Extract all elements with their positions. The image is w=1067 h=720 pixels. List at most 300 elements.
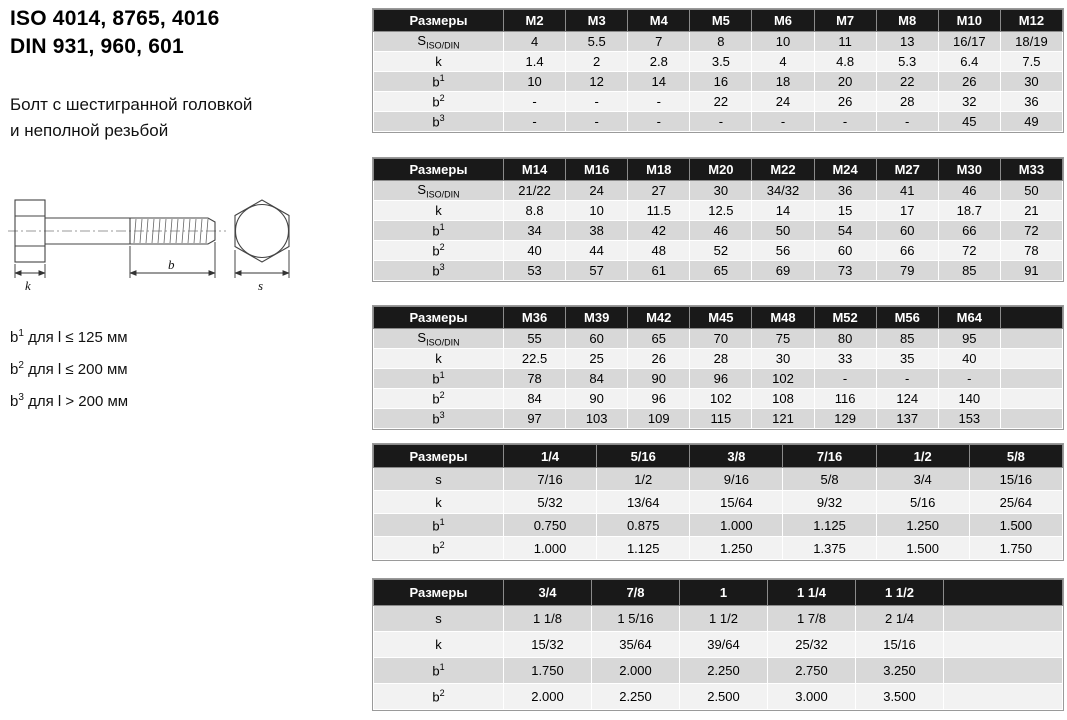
value-cell: 18 <box>752 72 814 92</box>
table-row <box>374 468 1063 491</box>
row-label: $S_{ISO/DIN}$ <box>374 181 504 201</box>
value-cell: 12 <box>566 72 628 92</box>
iso-standards-line: ISO 4014, 8765, 4016 <box>10 7 220 30</box>
value-cell: 1 1/2 <box>680 606 768 632</box>
din-standards-line: DIN 931, 960, 601 <box>10 35 184 58</box>
value-cell: 102 <box>752 369 814 389</box>
value-cell: 124 <box>876 389 938 409</box>
value-cell: - <box>566 112 628 132</box>
header-row <box>374 445 1063 468</box>
metric-table-m14-m33 <box>372 157 1064 282</box>
spec-table <box>373 444 1063 560</box>
column-header: M22 <box>752 159 814 181</box>
value-cell: - <box>628 112 690 132</box>
value-cell: 137 <box>876 409 938 429</box>
value-cell: - <box>814 369 876 389</box>
column-header: 1 <box>680 580 768 606</box>
value-cell: 5.3 <box>876 52 938 72</box>
value-cell: 10 <box>752 32 814 52</box>
column-header <box>944 580 1063 606</box>
table-row <box>374 606 1063 632</box>
value-cell: 35/64 <box>592 632 680 658</box>
column-header: M8 <box>876 10 938 32</box>
row-label: s <box>374 468 504 491</box>
column-header: Размеры <box>374 580 504 606</box>
table-row <box>374 241 1063 261</box>
table-row <box>374 32 1063 52</box>
column-header: 7/16 <box>783 445 876 468</box>
column-header: M6 <box>752 10 814 32</box>
subtitle-line1: Болт с шестигранной головкой <box>10 95 253 114</box>
product-subtitle <box>10 92 252 144</box>
value-cell <box>1000 389 1062 409</box>
column-header: M48 <box>752 307 814 329</box>
value-cell: 115 <box>690 409 752 429</box>
value-cell: 15 <box>814 201 876 221</box>
value-cell <box>944 606 1063 632</box>
column-header: M33 <box>1000 159 1062 181</box>
value-cell: 11 <box>814 32 876 52</box>
value-cell: 1.375 <box>783 537 876 560</box>
value-cell: 3/4 <box>876 468 969 491</box>
subtitle-line2: и неполной резьбой <box>10 121 169 140</box>
value-cell: 6.4 <box>938 52 1000 72</box>
value-cell: 28 <box>876 92 938 112</box>
inscribed-circle <box>236 205 289 258</box>
row-label: $b^1$ <box>374 72 504 92</box>
column-header: 7/8 <box>592 580 680 606</box>
value-cell: 72 <box>938 241 1000 261</box>
table-row <box>374 491 1063 514</box>
value-cell: - <box>566 92 628 112</box>
column-header: 1/2 <box>876 445 969 468</box>
value-cell: 90 <box>628 369 690 389</box>
column-header: M20 <box>690 159 752 181</box>
value-cell: 1.000 <box>504 537 597 560</box>
value-cell <box>1000 349 1062 369</box>
row-label: $b^2$ <box>374 684 504 710</box>
row-label: $b^1$ <box>374 369 504 389</box>
value-cell: 129 <box>814 409 876 429</box>
table-row <box>374 52 1063 72</box>
value-cell: 0.875 <box>597 514 690 537</box>
column-header: M4 <box>628 10 690 32</box>
value-cell: 2.000 <box>504 684 592 710</box>
column-header: M14 <box>504 159 566 181</box>
value-cell: 34 <box>504 221 566 241</box>
column-header: Размеры <box>374 445 504 468</box>
value-cell: 2.500 <box>680 684 768 710</box>
value-cell: 2.000 <box>592 658 680 684</box>
value-cell: 95 <box>938 329 1000 349</box>
column-header: M16 <box>566 159 628 181</box>
column-header: Размеры <box>374 10 504 32</box>
column-header: M52 <box>814 307 876 329</box>
inch-table-quarter-to-fiveeighths <box>372 443 1064 561</box>
row-label: k <box>374 632 504 658</box>
column-header: M7 <box>814 10 876 32</box>
value-cell: 36 <box>1000 92 1062 112</box>
column-header: M24 <box>814 159 876 181</box>
hex-head-end-view <box>235 200 289 262</box>
value-cell: 30 <box>752 349 814 369</box>
value-cell: 84 <box>566 369 628 389</box>
value-cell: - <box>876 369 938 389</box>
value-cell: 5/16 <box>876 491 969 514</box>
column-header: M36 <box>504 307 566 329</box>
value-cell: 66 <box>876 241 938 261</box>
value-cell: 60 <box>566 329 628 349</box>
row-label: $b^1$ <box>374 514 504 537</box>
column-header: M45 <box>690 307 752 329</box>
value-cell: 2 <box>566 52 628 72</box>
value-cell: 73 <box>814 261 876 281</box>
value-cell: 15/16 <box>969 468 1062 491</box>
column-header: 1 1/2 <box>856 580 944 606</box>
footnotes <box>10 320 128 416</box>
value-cell: 25/32 <box>768 632 856 658</box>
value-cell: 3.5 <box>690 52 752 72</box>
value-cell: 2.750 <box>768 658 856 684</box>
value-cell: 8.8 <box>504 201 566 221</box>
value-cell: 60 <box>876 221 938 241</box>
value-cell: 24 <box>566 181 628 201</box>
value-cell: 7 <box>628 32 690 52</box>
value-cell: 50 <box>1000 181 1062 201</box>
value-cell <box>944 632 1063 658</box>
value-cell: 1.500 <box>969 514 1062 537</box>
table-row <box>374 261 1063 281</box>
value-cell: 36 <box>814 181 876 201</box>
column-header: M64 <box>938 307 1000 329</box>
spec-table <box>373 9 1063 132</box>
value-cell: 33 <box>814 349 876 369</box>
value-cell: 22.5 <box>504 349 566 369</box>
value-cell: 26 <box>938 72 1000 92</box>
column-header: M12 <box>1000 10 1062 32</box>
value-cell: 18.7 <box>938 201 1000 221</box>
value-cell: 1.125 <box>597 537 690 560</box>
value-cell: 30 <box>690 181 752 201</box>
value-cell: 27 <box>628 181 690 201</box>
value-cell: 97 <box>504 409 566 429</box>
value-cell: 96 <box>690 369 752 389</box>
row-label: $b^1$ <box>374 658 504 684</box>
value-cell: 70 <box>690 329 752 349</box>
value-cell: 26 <box>628 349 690 369</box>
dim-label-k: k <box>25 278 31 293</box>
value-cell <box>1000 329 1062 349</box>
value-cell: 3.000 <box>768 684 856 710</box>
value-cell: 2.8 <box>628 52 690 72</box>
value-cell: 21/22 <box>504 181 566 201</box>
value-cell: 41 <box>876 181 938 201</box>
table-row <box>374 632 1063 658</box>
row-label: $b^1$ <box>374 221 504 241</box>
value-cell: 55 <box>504 329 566 349</box>
table-row <box>374 201 1063 221</box>
column-header: 1 1/4 <box>768 580 856 606</box>
table-row <box>374 514 1063 537</box>
value-cell: 17 <box>876 201 938 221</box>
value-cell: 24 <box>752 92 814 112</box>
value-cell: 30 <box>1000 72 1062 92</box>
table-row <box>374 92 1063 112</box>
row-label: k <box>374 201 504 221</box>
value-cell: 35 <box>876 349 938 369</box>
value-cell: 32 <box>938 92 1000 112</box>
column-header: 5/16 <box>597 445 690 468</box>
value-cell: 7/16 <box>504 468 597 491</box>
value-cell: 3.250 <box>856 658 944 684</box>
value-cell: 15/64 <box>690 491 783 514</box>
value-cell: 109 <box>628 409 690 429</box>
row-label: $b^2$ <box>374 389 504 409</box>
value-cell: 1.750 <box>969 537 1062 560</box>
value-cell: 2.250 <box>592 684 680 710</box>
value-cell: 80 <box>814 329 876 349</box>
header-row <box>374 159 1063 181</box>
column-header: M5 <box>690 10 752 32</box>
value-cell: 22 <box>690 92 752 112</box>
bolt-technical-drawing <box>8 190 300 300</box>
value-cell: - <box>504 92 566 112</box>
column-header: M27 <box>876 159 938 181</box>
value-cell: 28 <box>690 349 752 369</box>
value-cell: - <box>814 112 876 132</box>
column-header: M39 <box>566 307 628 329</box>
row-label: $b^2$ <box>374 241 504 261</box>
value-cell: 16/17 <box>938 32 1000 52</box>
value-cell: 79 <box>876 261 938 281</box>
table-row <box>374 389 1063 409</box>
value-cell: 78 <box>504 369 566 389</box>
note-line: $b^2$ для l ≤ 200 мм <box>10 360 128 378</box>
header-row <box>374 10 1063 32</box>
value-cell: - <box>752 112 814 132</box>
column-header: M18 <box>628 159 690 181</box>
value-cell: 2.250 <box>680 658 768 684</box>
column-header: M42 <box>628 307 690 329</box>
note-line: $b^3$ для l > 200 мм <box>10 392 129 410</box>
value-cell: 42 <box>628 221 690 241</box>
value-cell: - <box>938 369 1000 389</box>
header-row <box>374 307 1063 329</box>
value-cell: 61 <box>628 261 690 281</box>
value-cell: 1 7/8 <box>768 606 856 632</box>
value-cell: 1.500 <box>876 537 969 560</box>
value-cell: 4 <box>752 52 814 72</box>
standards-title <box>10 5 220 61</box>
value-cell: 14 <box>628 72 690 92</box>
value-cell: 22 <box>876 72 938 92</box>
value-cell: 49 <box>1000 112 1062 132</box>
value-cell: 11.5 <box>628 201 690 221</box>
value-cell: 48 <box>628 241 690 261</box>
value-cell: 84 <box>504 389 566 409</box>
table-row <box>374 409 1063 429</box>
column-header: Размеры <box>374 307 504 329</box>
value-cell: - <box>876 112 938 132</box>
value-cell: 153 <box>938 409 1000 429</box>
row-label: k <box>374 491 504 514</box>
value-cell: 34/32 <box>752 181 814 201</box>
value-cell: 4 <box>504 32 566 52</box>
value-cell: 90 <box>566 389 628 409</box>
row-label: $b^3$ <box>374 261 504 281</box>
inch-table-threequarter-to-oneandhalf <box>372 578 1064 711</box>
column-header <box>1000 307 1062 329</box>
value-cell: 66 <box>938 221 1000 241</box>
metric-table-m36-m64 <box>372 305 1064 430</box>
value-cell: - <box>690 112 752 132</box>
s-extension-lines <box>235 250 289 278</box>
value-cell: 60 <box>814 241 876 261</box>
row-label: k <box>374 349 504 369</box>
dim-label-s: s <box>258 278 264 293</box>
value-cell: 116 <box>814 389 876 409</box>
table-row <box>374 181 1063 201</box>
value-cell: 85 <box>876 329 938 349</box>
header-row <box>374 580 1063 606</box>
value-cell: 65 <box>690 261 752 281</box>
value-cell: 5.5 <box>566 32 628 52</box>
value-cell: 46 <box>938 181 1000 201</box>
value-cell <box>944 684 1063 710</box>
column-header: Размеры <box>374 159 504 181</box>
value-cell: 10 <box>504 72 566 92</box>
value-cell: 16 <box>690 72 752 92</box>
value-cell: 4.8 <box>814 52 876 72</box>
value-cell: 1.4 <box>504 52 566 72</box>
value-cell: 10 <box>566 201 628 221</box>
value-cell: 2 1/4 <box>856 606 944 632</box>
value-cell: 102 <box>690 389 752 409</box>
value-cell: 45 <box>938 112 1000 132</box>
value-cell: 3.500 <box>856 684 944 710</box>
value-cell: 44 <box>566 241 628 261</box>
value-cell: 7.5 <box>1000 52 1062 72</box>
value-cell: 1/2 <box>597 468 690 491</box>
table-row <box>374 72 1063 92</box>
value-cell: 52 <box>690 241 752 261</box>
value-cell: 40 <box>938 349 1000 369</box>
metric-table-m2-m12 <box>372 8 1064 133</box>
row-label: k <box>374 52 504 72</box>
value-cell: 12.5 <box>690 201 752 221</box>
value-cell: - <box>628 92 690 112</box>
value-cell: 1.000 <box>690 514 783 537</box>
column-header: M56 <box>876 307 938 329</box>
column-header: M2 <box>504 10 566 32</box>
spec-table <box>373 579 1063 710</box>
value-cell: 103 <box>566 409 628 429</box>
value-cell: 15/32 <box>504 632 592 658</box>
value-cell: 140 <box>938 389 1000 409</box>
value-cell: 8 <box>690 32 752 52</box>
row-label: s <box>374 606 504 632</box>
spec-table <box>373 306 1063 429</box>
value-cell: 5/8 <box>783 468 876 491</box>
table-row <box>374 658 1063 684</box>
value-cell: 46 <box>690 221 752 241</box>
table-row <box>374 684 1063 710</box>
value-cell: 9/32 <box>783 491 876 514</box>
value-cell: 1.750 <box>504 658 592 684</box>
value-cell <box>1000 369 1062 389</box>
table-row <box>374 349 1063 369</box>
table-row <box>374 329 1063 349</box>
column-header: M3 <box>566 10 628 32</box>
note-line: $b^1$ для l ≤ 125 мм <box>10 328 128 346</box>
value-cell: 26 <box>814 92 876 112</box>
value-cell: - <box>504 112 566 132</box>
value-cell: 18/19 <box>1000 32 1062 52</box>
value-cell: 38 <box>566 221 628 241</box>
value-cell: 0.750 <box>504 514 597 537</box>
column-header: 3/8 <box>690 445 783 468</box>
value-cell: 14 <box>752 201 814 221</box>
value-cell: 108 <box>752 389 814 409</box>
value-cell: 121 <box>752 409 814 429</box>
value-cell: 96 <box>628 389 690 409</box>
value-cell: 9/16 <box>690 468 783 491</box>
column-header: 3/4 <box>504 580 592 606</box>
value-cell: 1.125 <box>783 514 876 537</box>
table-row <box>374 369 1063 389</box>
value-cell: 1 5/16 <box>592 606 680 632</box>
value-cell: 72 <box>1000 221 1062 241</box>
value-cell: 91 <box>1000 261 1062 281</box>
dim-label-b: b <box>168 257 175 272</box>
column-header: M30 <box>938 159 1000 181</box>
row-label: $b^3$ <box>374 112 504 132</box>
value-cell: 39/64 <box>680 632 768 658</box>
value-cell <box>944 658 1063 684</box>
value-cell: 13/64 <box>597 491 690 514</box>
value-cell: 1 1/8 <box>504 606 592 632</box>
row-label: $S_{ISO/DIN}$ <box>374 329 504 349</box>
value-cell: 78 <box>1000 241 1062 261</box>
value-cell: 85 <box>938 261 1000 281</box>
value-cell: 21 <box>1000 201 1062 221</box>
value-cell: 1.250 <box>690 537 783 560</box>
value-cell: 25 <box>566 349 628 369</box>
value-cell: 13 <box>876 32 938 52</box>
value-cell: 56 <box>752 241 814 261</box>
table-row <box>374 221 1063 241</box>
row-label: $S_{ISO/DIN}$ <box>374 32 504 52</box>
row-label: $b^3$ <box>374 409 504 429</box>
table-row <box>374 537 1063 560</box>
row-label: $b^2$ <box>374 92 504 112</box>
value-cell: 25/64 <box>969 491 1062 514</box>
value-cell: 69 <box>752 261 814 281</box>
value-cell: 53 <box>504 261 566 281</box>
value-cell <box>1000 409 1062 429</box>
value-cell: 20 <box>814 72 876 92</box>
value-cell: 65 <box>628 329 690 349</box>
value-cell: 5/32 <box>504 491 597 514</box>
column-header: 5/8 <box>969 445 1062 468</box>
column-header: 1/4 <box>504 445 597 468</box>
column-header: M10 <box>938 10 1000 32</box>
value-cell: 40 <box>504 241 566 261</box>
value-cell: 1.250 <box>876 514 969 537</box>
value-cell: 15/16 <box>856 632 944 658</box>
row-label: $b^2$ <box>374 537 504 560</box>
table-row <box>374 112 1063 132</box>
